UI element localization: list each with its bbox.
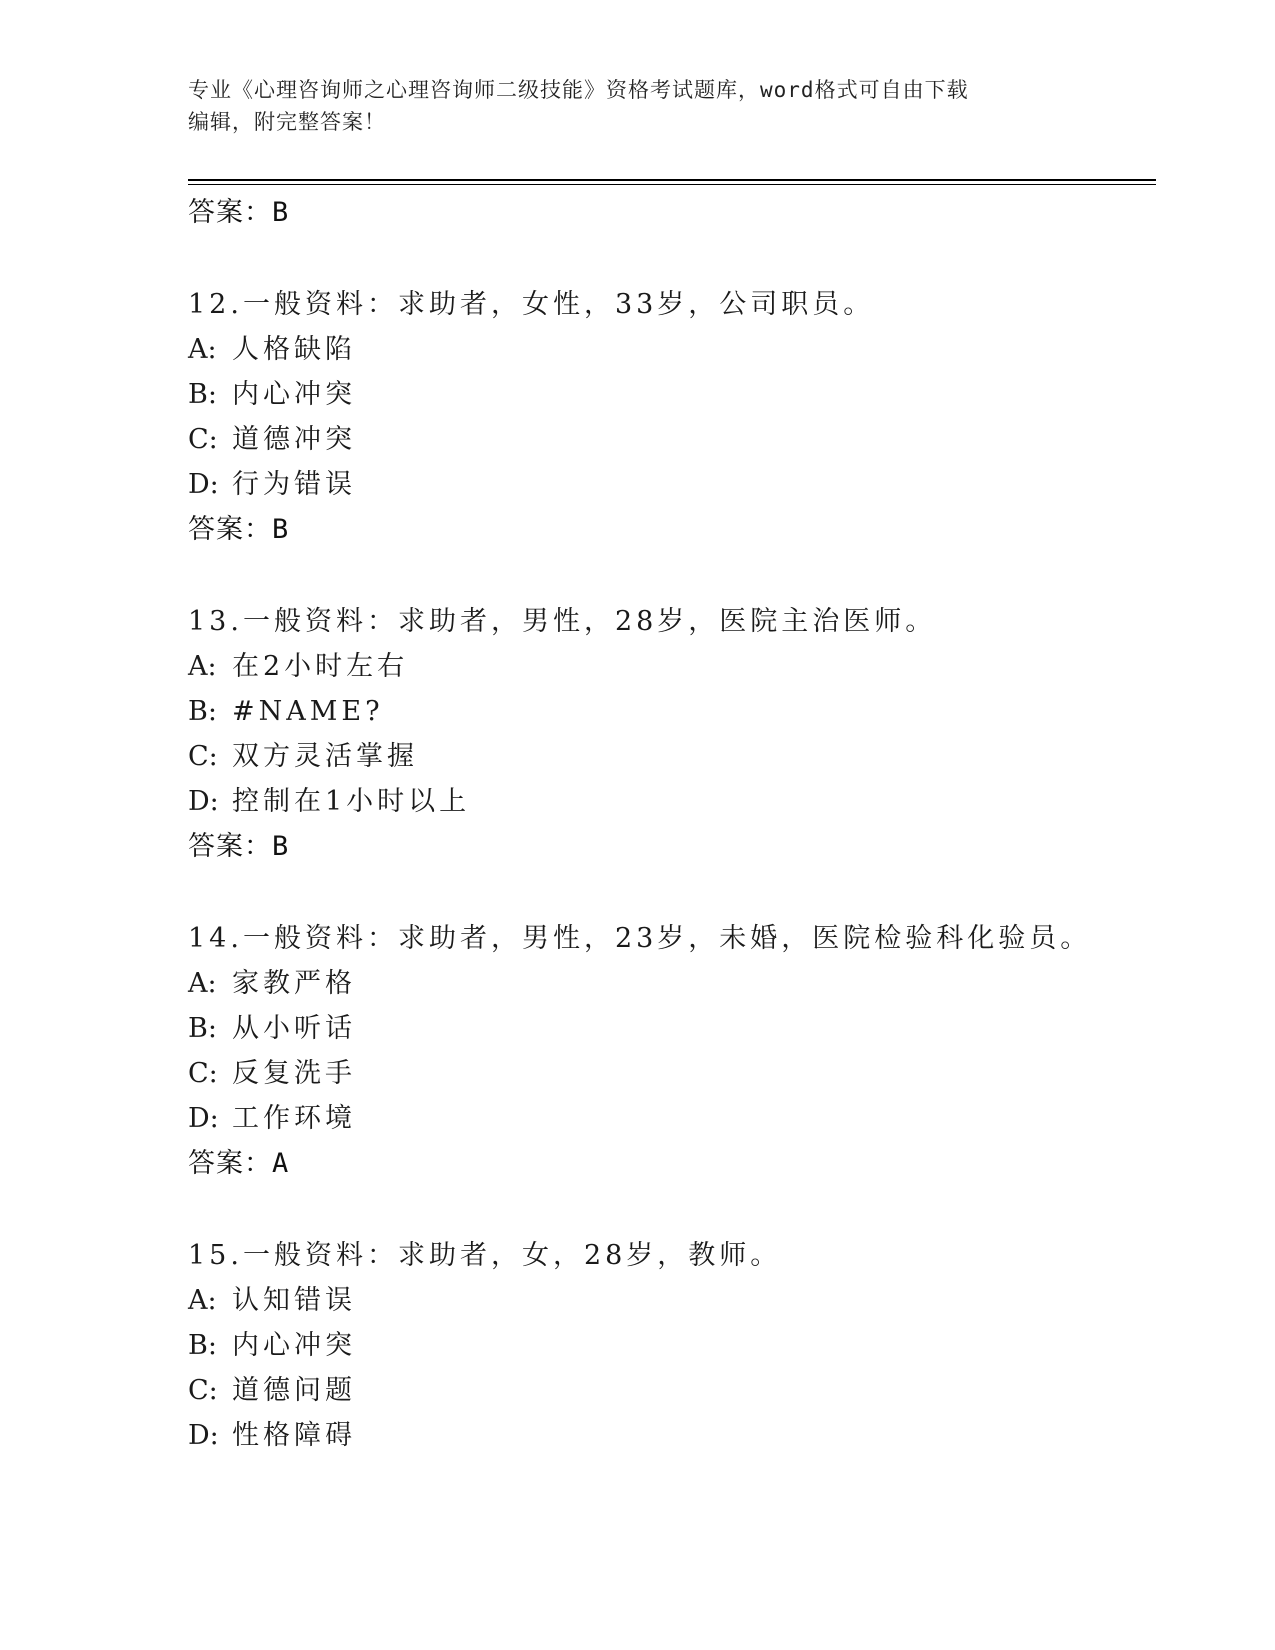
option-key: A: bbox=[188, 968, 217, 999]
spacer bbox=[188, 235, 1156, 282]
option-key: A: bbox=[188, 651, 217, 682]
option-d bbox=[188, 779, 1156, 824]
spacer bbox=[188, 552, 1156, 599]
option-text: 内心冲突 bbox=[232, 1330, 356, 1361]
answer-line: 答案：A bbox=[188, 1148, 290, 1179]
option-key: A: bbox=[188, 1285, 217, 1316]
option-c bbox=[188, 1368, 1156, 1413]
option-key: C: bbox=[188, 424, 218, 455]
option-text: 道德冲突 bbox=[232, 424, 356, 455]
option-key: B: bbox=[188, 1013, 217, 1044]
option-text: 工作环境 bbox=[232, 1103, 356, 1134]
question-stem: 15.一般资料：求助者，女，28岁，教师。 bbox=[188, 1240, 782, 1271]
spacer bbox=[188, 869, 1156, 916]
question-block bbox=[188, 599, 1156, 869]
option-a bbox=[188, 327, 1156, 372]
option-text: #NAME? bbox=[232, 696, 384, 727]
option-d bbox=[188, 462, 1156, 507]
spacer bbox=[188, 1186, 1156, 1233]
option-key: B: bbox=[188, 1330, 217, 1361]
option-text: 内心冲突 bbox=[232, 379, 356, 410]
option-d bbox=[188, 1413, 1156, 1458]
option-text: 在2小时左右 bbox=[232, 651, 409, 682]
header-line-2: 编辑，附完整答案！ bbox=[188, 110, 386, 134]
option-c bbox=[188, 1051, 1156, 1096]
option-a bbox=[188, 1278, 1156, 1323]
option-text: 家教严格 bbox=[232, 968, 356, 999]
option-key: B: bbox=[188, 379, 217, 410]
option-b bbox=[188, 372, 1156, 417]
option-b bbox=[188, 1006, 1156, 1051]
option-b bbox=[188, 1323, 1156, 1368]
option-b bbox=[188, 689, 1156, 734]
option-key: A: bbox=[188, 334, 217, 365]
option-text: 性格障碍 bbox=[232, 1420, 356, 1451]
option-text: 从小听话 bbox=[232, 1013, 356, 1044]
header-divider-thin bbox=[188, 184, 1156, 185]
answer-line: 答案：B bbox=[188, 831, 290, 862]
option-d bbox=[188, 1096, 1156, 1141]
option-key: D: bbox=[188, 469, 219, 500]
option-key: C: bbox=[188, 1058, 218, 1089]
option-text: 行为错误 bbox=[232, 469, 356, 500]
option-key: D: bbox=[188, 786, 219, 817]
option-a bbox=[188, 644, 1156, 689]
question-block bbox=[188, 916, 1156, 1186]
question-stem: 14.一般资料：求助者，男性，23岁，未婚，医院检验科化验员。 bbox=[188, 923, 1092, 954]
option-text: 双方灵活掌握 bbox=[232, 741, 418, 772]
option-c bbox=[188, 734, 1156, 779]
option-text: 控制在1小时以上 bbox=[232, 786, 471, 817]
option-text: 人格缺陷 bbox=[232, 334, 356, 365]
answer-line: 答案：B bbox=[188, 514, 290, 545]
option-key: C: bbox=[188, 741, 218, 772]
header-divider-thick bbox=[188, 179, 1156, 181]
question-stem: 13.一般资料：求助者，男性，28岁，医院主治医师。 bbox=[188, 606, 937, 637]
option-key: D: bbox=[188, 1103, 219, 1134]
option-text: 反复洗手 bbox=[232, 1058, 356, 1089]
option-key: D: bbox=[188, 1420, 219, 1451]
option-text: 道德问题 bbox=[232, 1375, 356, 1406]
question-list bbox=[188, 190, 1156, 1458]
answer-line: 答案：B bbox=[188, 197, 290, 228]
option-text: 认知错误 bbox=[232, 1285, 356, 1316]
question-block bbox=[188, 282, 1156, 552]
question-block bbox=[188, 1233, 1156, 1458]
document-header bbox=[188, 74, 1088, 138]
header-line-1: 专业《心理咨询师之心理咨询师二级技能》资格考试题库，word格式可自由下载 bbox=[188, 78, 969, 102]
option-c bbox=[188, 417, 1156, 462]
option-a bbox=[188, 961, 1156, 1006]
option-key: C: bbox=[188, 1375, 218, 1406]
option-key: B: bbox=[188, 696, 217, 727]
question-stem: 12.一般资料：求助者，女性，33岁，公司职员。 bbox=[188, 289, 875, 320]
